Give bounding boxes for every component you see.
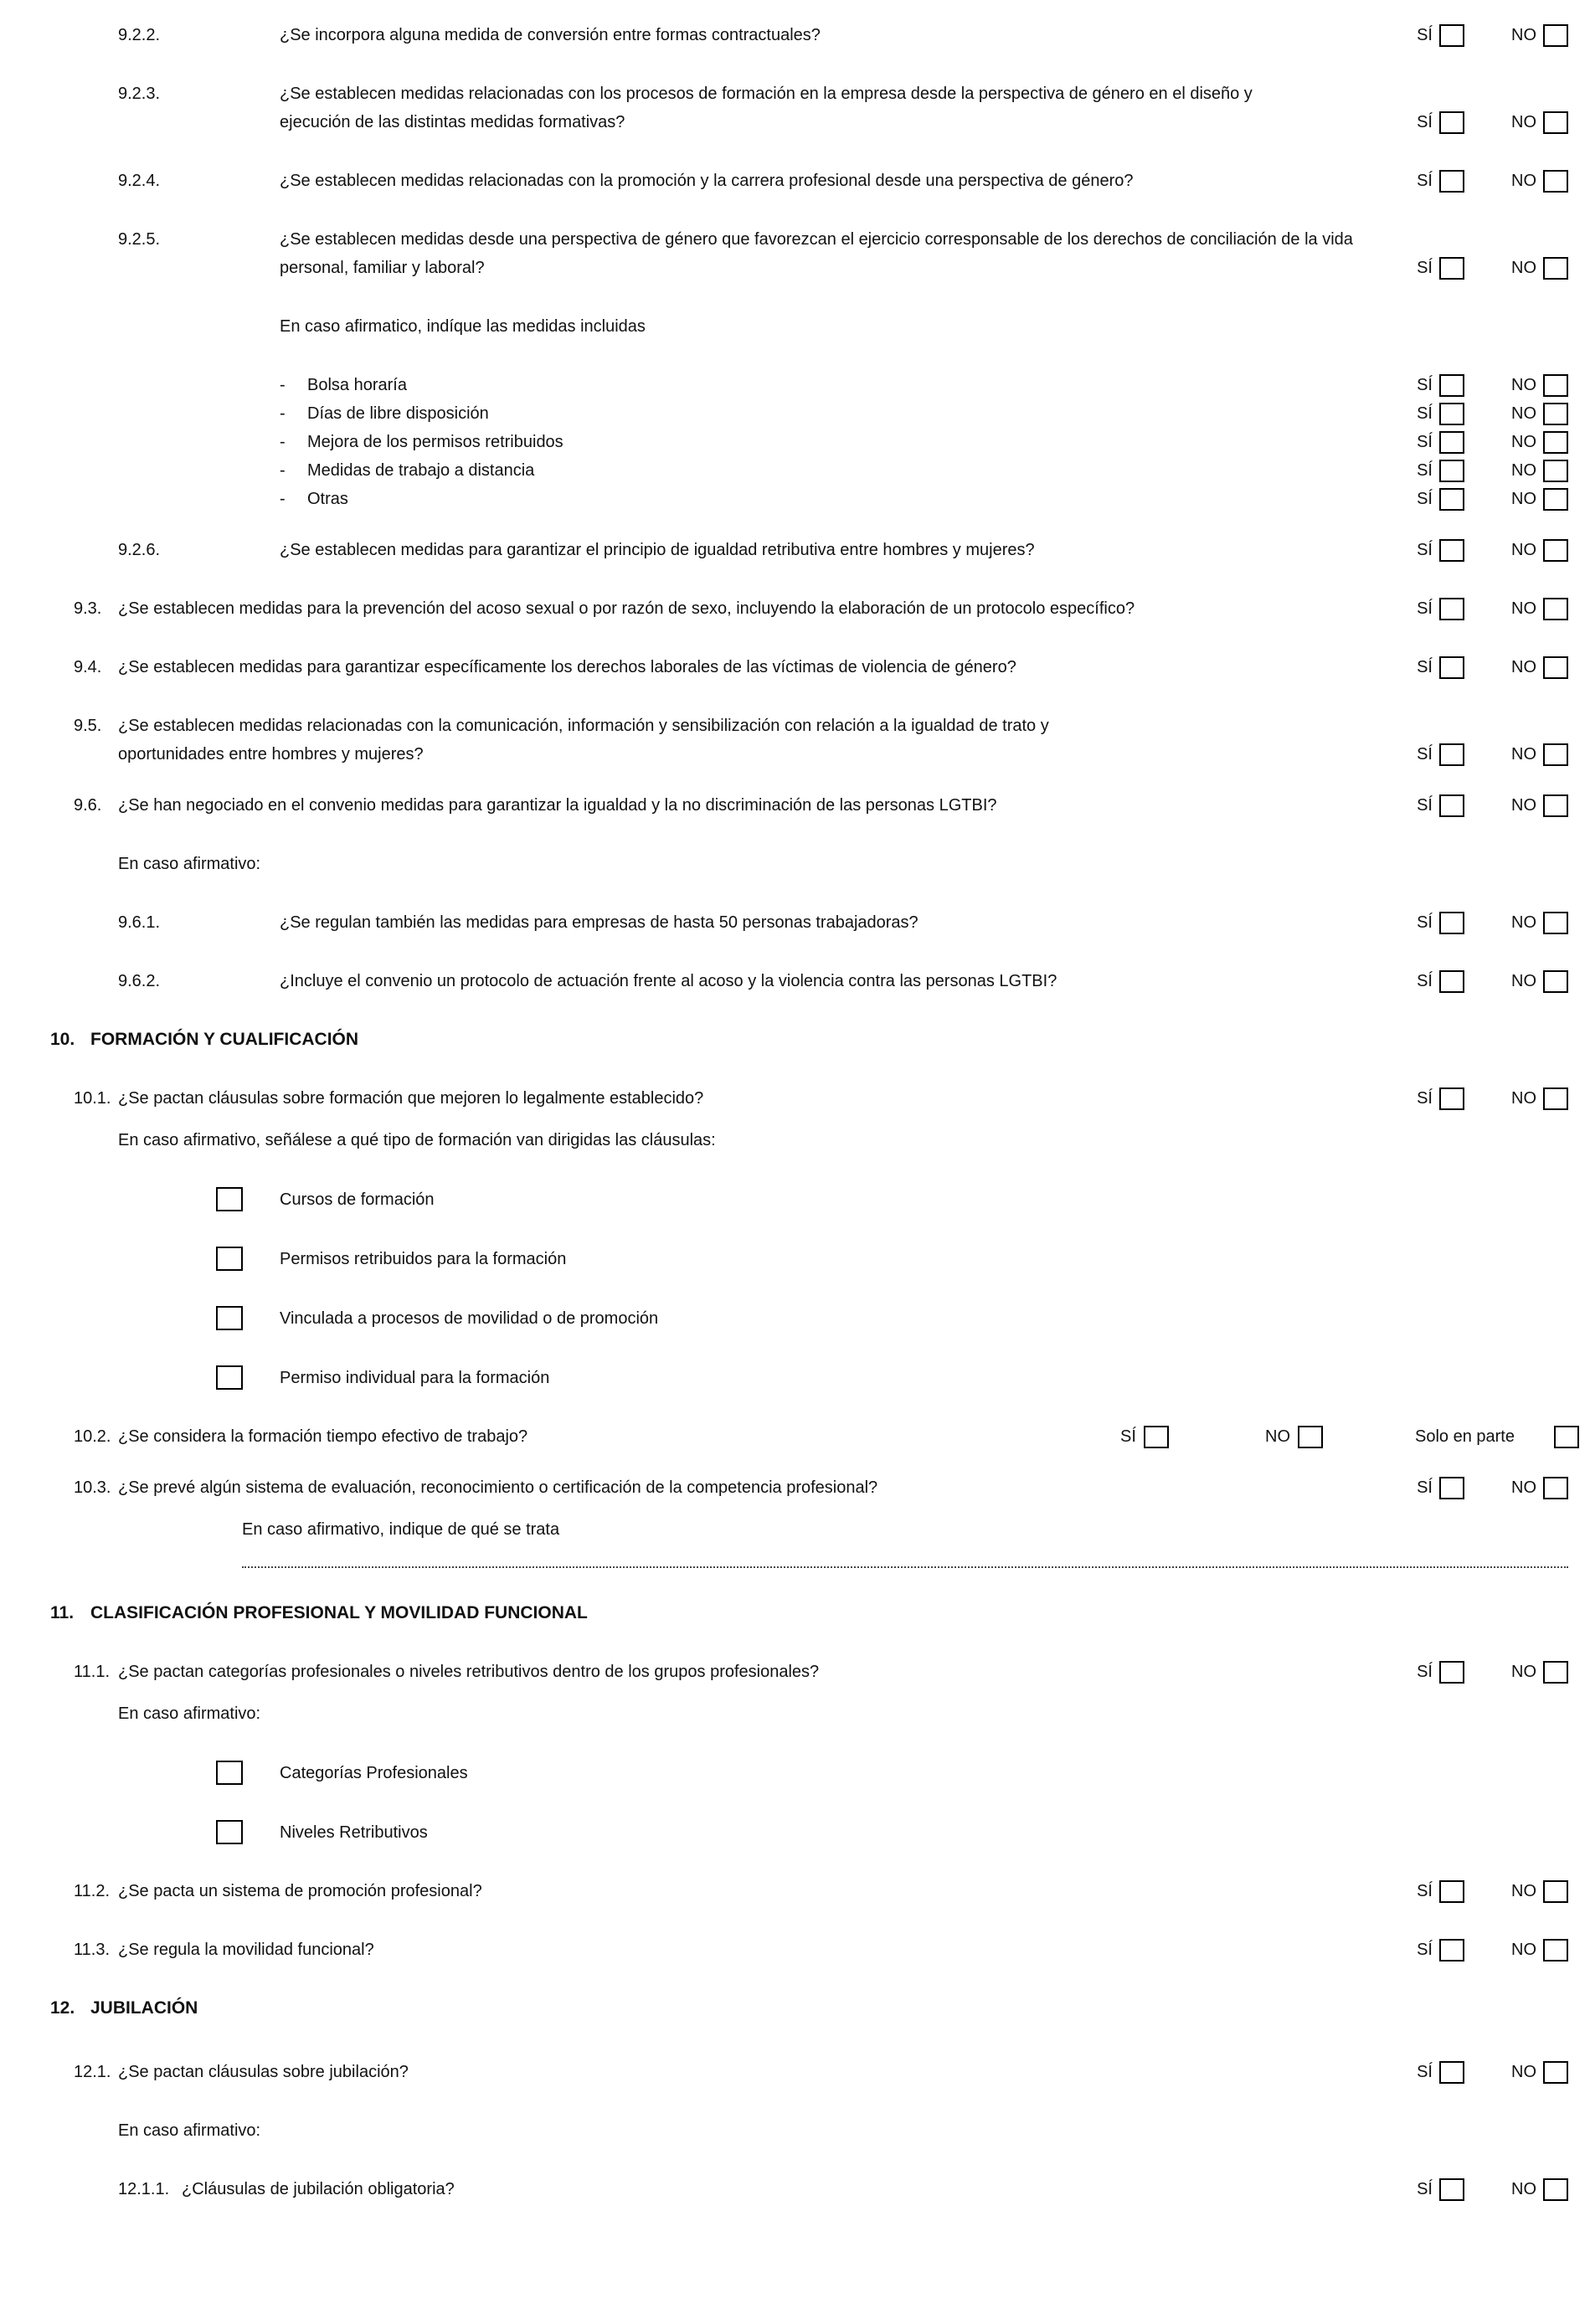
yes-no-group [1417,371,1568,399]
question-text [118,712,1049,769]
option-label: Permiso individual para la formación [280,1368,550,1387]
option-checkbox[interactable] [216,1365,243,1390]
question-line: ¿Se han negociado en el convenio medidas para garantizar la igualdad y la no discriminación de las personas LGTBI? [118,796,997,815]
question-9-6-2 [0,967,1590,995]
yes-checkbox[interactable] [1439,460,1464,482]
no-label: NO [1511,1941,1536,1959]
no-label: NO [1511,26,1536,44]
section-title: JUBILACIÓN [90,1998,198,2018]
section-heading-jubilacion [0,1994,1590,2023]
no-label: NO [1511,1663,1536,1681]
question-line: ¿Cláusulas de jubilación obligatoria? [182,2180,455,2198]
yes-no-group [1417,428,1568,456]
measure-mejora-de-los-permisos-retribuidos [0,428,1590,456]
yes-checkbox[interactable] [1439,2178,1464,2201]
option-label: Permisos retribuidos para la formación [280,1249,567,1268]
question-number: 9.2.3. [118,85,161,103]
no-checkbox[interactable] [1543,24,1568,47]
yes-label: SÍ [1417,376,1433,394]
no-checkbox[interactable] [1543,374,1568,397]
no-label: NO [1511,113,1536,131]
no-checkbox[interactable] [1543,460,1568,482]
yes-label: SÍ [1417,972,1433,990]
yes-no-group [1417,967,1568,995]
yes-label: SÍ [1417,172,1433,190]
question-line: ¿Se regula la movilidad funcional? [118,1941,374,1959]
question-number: 11.1. [74,1663,110,1681]
no-label: NO [1511,2180,1536,2198]
question-text [118,1877,482,1905]
yes-checkbox[interactable] [1439,1880,1464,1903]
question-text [182,2175,455,2203]
yes-no-group [1417,536,1568,564]
yes-no-group [1417,1936,1568,1964]
question-number: 12.1. [74,2063,111,2081]
no-checkbox[interactable] [1543,656,1568,679]
no-label: NO [1511,913,1536,932]
helper-note [0,1699,1590,1728]
no-checkbox[interactable] [1543,2178,1568,2201]
question-number: 10.3. [74,1478,111,1497]
question-9-2-5 [0,225,1590,282]
no-label: NO [1511,2063,1536,2081]
yes-no-group [1417,1473,1568,1502]
question-line: ¿Se pacta un sistema de promoción profesional? [118,1882,482,1900]
option-label: Categorías Profesionales [280,1763,468,1782]
helper-note-text: En caso afirmativo: [118,2121,261,2140]
question-line: ¿Se establecen medidas para garantizar el principio de igualdad retributiva entre hombres y mujeres? [280,541,1035,559]
yes-no-group [1417,456,1568,485]
question-11-1 [0,1658,1590,1686]
question-10-2 [0,1422,1590,1451]
question-line: oportunidades entre hombres y mujeres? [118,745,424,764]
no-label: NO [1511,172,1536,190]
question-text [280,536,1035,564]
yes-no-group [1417,653,1568,681]
question-12-1 [0,2058,1590,2086]
question-number: 9.6.2. [118,972,161,990]
yes-no-group [1417,1084,1568,1113]
question-text [118,791,997,820]
yes-label: SÍ [1120,1427,1136,1446]
question-12-1-1 [0,2175,1590,2203]
no-checkbox[interactable] [1543,488,1568,511]
yes-checkbox[interactable] [1439,656,1464,679]
measure-label: Medidas de trabajo a distancia [307,461,535,480]
yes-label: SÍ [1417,461,1433,480]
question-text [280,908,918,937]
yes-label: SÍ [1417,2180,1433,2198]
helper-note-text: En caso afirmativo, señálese a qué tipo de formación van dirigidas las cláusulas: [118,1131,716,1149]
helper-note [0,312,1590,341]
measure-label: Bolsa horaría [307,376,407,394]
question-text [118,1936,374,1964]
measure-bolsa-horaria [0,371,1590,399]
question-9-5 [0,712,1590,769]
helper-note-text: En caso afirmativo: [118,855,261,873]
question-text [280,967,1057,995]
yes-checkbox[interactable] [1144,1426,1169,1448]
no-option [1265,1422,1323,1451]
partly-label: Solo en parte [1415,1427,1515,1446]
question-9-2-2 [0,21,1590,49]
yes-no-group [1417,485,1568,513]
question-number: 9.4. [74,658,102,676]
partly-checkbox[interactable] [1554,1426,1579,1448]
no-checkbox[interactable] [1543,2061,1568,2084]
option-label: Vinculada a procesos de movilidad o de promoción [280,1309,659,1328]
question-text [280,21,821,49]
question-9-6-1 [0,908,1590,937]
section-title: FORMACIÓN Y CUALIFICACIÓN [90,1030,359,1049]
no-label: NO [1511,796,1536,815]
option-permiso-individual-para-la-formacion [0,1363,1590,1392]
yes-no-group [1417,399,1568,428]
question-text [280,225,1353,282]
question-text [118,594,1135,623]
yes-label: SÍ [1417,745,1433,764]
yes-no-group [1417,21,1568,49]
measure-label: Días de libre disposición [307,404,489,423]
no-label: NO [1511,1478,1536,1497]
yes-label: SÍ [1417,1478,1433,1497]
yes-label: SÍ [1417,541,1433,559]
question-text [280,80,1253,136]
no-checkbox[interactable] [1543,598,1568,620]
question-9-2-3 [0,80,1590,136]
yes-checkbox[interactable] [1439,598,1464,620]
question-11-3 [0,1936,1590,1964]
yes-checkbox[interactable] [1439,912,1464,934]
question-number: 9.2.5. [118,230,161,249]
option-niveles-retributivos [0,1818,1590,1847]
question-line: ¿Se pactan cláusulas sobre formación que mejoren lo legalmente establecido? [118,1089,704,1108]
no-checkbox[interactable] [1543,970,1568,993]
question-line: ejecución de las distintas medidas formativas? [280,113,625,131]
question-text [118,1473,877,1502]
helper-note [0,1515,1590,1544]
option-checkbox[interactable] [216,1761,243,1785]
no-label: NO [1511,461,1536,480]
question-10-1 [0,1084,1590,1113]
question-number: 9.2.2. [118,26,161,44]
question-line: ¿Se incorpora alguna medida de conversión entre formas contractuales? [280,26,821,44]
yes-checkbox[interactable] [1439,1087,1464,1110]
dash-bullet: - [280,433,286,451]
no-checkbox[interactable] [1543,1880,1568,1903]
no-checkbox[interactable] [1543,170,1568,193]
yes-no-group [1417,167,1568,195]
option-checkbox[interactable] [216,1820,243,1844]
no-checkbox[interactable] [1543,1661,1568,1684]
no-checkbox[interactable] [1543,539,1568,562]
question-line: ¿Se establecen medidas para garantizar específicamente los derechos laborales de las víctimas de violencia de género? [118,658,1016,676]
dotted-answer-line[interactable] [242,1566,1568,1568]
yes-no-group [1417,108,1568,136]
yes-no-group [1417,2058,1568,2086]
yes-label: SÍ [1417,433,1433,451]
question-line: ¿Se establecen medidas desde una perspectiva de género que favorezcan el ejercicio corresponsable de los derechos de conciliación de la vida [280,230,1353,249]
no-checkbox[interactable] [1543,1087,1568,1110]
helper-note-text: En caso afirmativo: [118,1704,261,1723]
no-label: NO [1511,541,1536,559]
option-checkbox[interactable] [216,1306,243,1330]
yes-checkbox[interactable] [1439,1477,1464,1499]
measure-label: Mejora de los permisos retribuidos [307,433,563,451]
yes-checkbox[interactable] [1439,403,1464,425]
yes-label: SÍ [1417,1663,1433,1681]
question-number: 10.1. [74,1089,111,1108]
no-checkbox[interactable] [1543,1939,1568,1962]
no-label: NO [1511,404,1536,423]
option-label: Niveles Retributivos [280,1823,428,1842]
yes-no-group [1417,594,1568,623]
helper-note [0,850,1590,878]
yes-checkbox[interactable] [1439,539,1464,562]
section-heading-formacion-y-cualificacion [0,1026,1590,1054]
question-line: ¿Se considera la formación tiempo efectivo de trabajo? [118,1427,528,1446]
yes-no-group [1417,791,1568,820]
no-label: NO [1511,745,1536,764]
yes-label: SÍ [1417,113,1433,131]
option-vinculada-a-procesos-de-movilidad-o-de-promocion [0,1303,1590,1333]
no-checkbox[interactable] [1543,1477,1568,1499]
option-permisos-retribuidos-para-la-formacion [0,1244,1590,1273]
question-number: 9.6. [74,796,102,815]
yes-checkbox[interactable] [1439,111,1464,134]
option-label: Cursos de formación [280,1190,435,1209]
question-11-2 [0,1877,1590,1905]
yes-checkbox[interactable] [1439,431,1464,454]
form-body [0,21,1590,2203]
answer-options [0,1422,1590,1451]
section-number: 12. [50,1998,75,2018]
yes-label: SÍ [1417,1941,1433,1959]
partly-option [1415,1422,1579,1451]
no-label: NO [1511,1089,1536,1108]
measure-medidas-de-trabajo-a-distancia [0,456,1590,485]
question-number: 9.5. [74,717,102,735]
no-label: NO [1511,599,1536,618]
option-cursos-de-formacion [0,1185,1590,1214]
yes-label: SÍ [1417,2063,1433,2081]
question-number: 11.2. [74,1882,110,1900]
option-categorias-profesionales [0,1758,1590,1787]
question-text [118,1084,703,1113]
yes-checkbox[interactable] [1439,794,1464,817]
no-checkbox[interactable] [1543,431,1568,454]
section-heading-clasificacion-profesional-y-movilidad-funcional [0,1599,1590,1627]
question-line: ¿Se establecen medidas relacionadas con los procesos de formación en la empresa desde la perspectiva de género en el diseño y [280,85,1253,103]
question-line: ¿Se regulan también las medidas para empresas de hasta 50 personas trabajadoras? [280,913,918,932]
question-9-2-6 [0,536,1590,564]
question-line: ¿Se prevé algún sistema de evaluación, reconocimiento o certificación de la competencia profesional? [118,1478,878,1497]
yes-checkbox[interactable] [1439,1661,1464,1684]
no-checkbox[interactable] [1543,111,1568,134]
no-label: NO [1511,658,1536,676]
question-9-2-4 [0,167,1590,195]
no-label: NO [1511,972,1536,990]
no-checkbox[interactable] [1543,743,1568,766]
yes-label: SÍ [1417,1089,1433,1108]
question-text [118,2058,409,2086]
measure-dias-de-libre-disposicion [0,399,1590,428]
question-9-6 [0,791,1590,820]
question-text [280,167,1134,195]
question-9-4 [0,653,1590,681]
yes-label: SÍ [1417,913,1433,932]
question-line: ¿Se establecen medidas relacionadas con la promoción y la carrera profesional desde una perspectiva de género? [280,172,1134,190]
yes-label: SÍ [1417,1882,1433,1900]
option-checkbox[interactable] [216,1247,243,1271]
yes-no-group [1417,1877,1568,1905]
question-9-3 [0,594,1590,623]
question-number: 10.2. [74,1427,111,1446]
no-checkbox[interactable] [1543,794,1568,817]
no-checkbox[interactable] [1543,257,1568,280]
question-number: 9.6.1. [118,913,161,932]
yes-label: SÍ [1417,599,1433,618]
section-number: 11. [50,1603,75,1622]
question-number: 12.1.1. [118,2180,170,2198]
yes-checkbox[interactable] [1439,1939,1464,1962]
no-checkbox[interactable] [1298,1426,1323,1448]
yes-checkbox[interactable] [1439,743,1464,766]
question-line: ¿Incluye el convenio un protocolo de actuación frente al acoso y la violencia contra las personas LGTBI? [280,972,1057,990]
no-label: NO [1511,1882,1536,1900]
yes-label: SÍ [1417,26,1433,44]
yes-no-group [1417,1658,1568,1686]
yes-label: SÍ [1417,658,1433,676]
yes-label: SÍ [1417,490,1433,508]
section-title: CLASIFICACIÓN PROFESIONAL Y MOVILIDAD FUNCIONAL [90,1603,588,1622]
yes-option [1120,1422,1169,1451]
no-checkbox[interactable] [1543,912,1568,934]
no-label: NO [1511,490,1536,508]
yes-no-group [1417,2175,1568,2203]
question-line: ¿Se pactan cláusulas sobre jubilación? [118,2063,409,2081]
yes-checkbox[interactable] [1439,488,1464,511]
question-number: 9.2.4. [118,172,161,190]
yes-checkbox[interactable] [1439,2061,1464,2084]
option-checkbox[interactable] [216,1187,243,1211]
helper-note-text: En caso afirmatico, indíque las medidas incluidas [280,317,646,336]
yes-checkbox[interactable] [1439,257,1464,280]
fill-in-area [242,1566,1568,1569]
question-text [118,1658,819,1686]
no-label: NO [1265,1427,1290,1446]
yes-checkbox[interactable] [1439,24,1464,47]
no-label: NO [1511,259,1536,277]
no-checkbox[interactable] [1543,403,1568,425]
question-text [118,653,1016,681]
no-label: NO [1511,376,1536,394]
question-line: personal, familiar y laboral? [280,259,485,277]
dash-bullet: - [280,461,286,480]
dash-bullet: - [280,376,286,394]
section-number: 10. [50,1030,75,1049]
yes-label: SÍ [1417,404,1433,423]
yes-no-group [1417,740,1568,769]
helper-note-text: En caso afirmativo, indique de qué se trata [242,1520,560,1539]
helper-note [0,1126,1590,1154]
yes-checkbox[interactable] [1439,970,1464,993]
yes-checkbox[interactable] [1439,170,1464,193]
yes-no-group [1417,908,1568,937]
measure-label: Otras [307,490,348,508]
dash-bullet: - [280,490,286,508]
yes-checkbox[interactable] [1439,374,1464,397]
no-label: NO [1511,433,1536,451]
yes-label: SÍ [1417,796,1433,815]
question-number: 11.3. [74,1941,110,1959]
measure-otras [0,485,1590,513]
helper-note [0,2116,1590,2145]
yes-no-group [1417,254,1568,282]
question-line: ¿Se pactan categorías profesionales o niveles retributivos dentro de los grupos profesionales? [118,1663,820,1681]
question-number: 9.3. [74,599,102,618]
question-line: ¿Se establecen medidas para la prevención del acoso sexual o por razón de sexo, incluyendo la elaboración de un protocolo específico? [118,599,1135,618]
yes-label: SÍ [1417,259,1433,277]
question-number: 9.2.6. [118,541,161,559]
dash-bullet: - [280,404,286,423]
question-10-3 [0,1473,1590,1502]
question-line: ¿Se establecen medidas relacionadas con la comunicación, información y sensibilización con relación a la igualdad de trato y [118,717,1049,735]
